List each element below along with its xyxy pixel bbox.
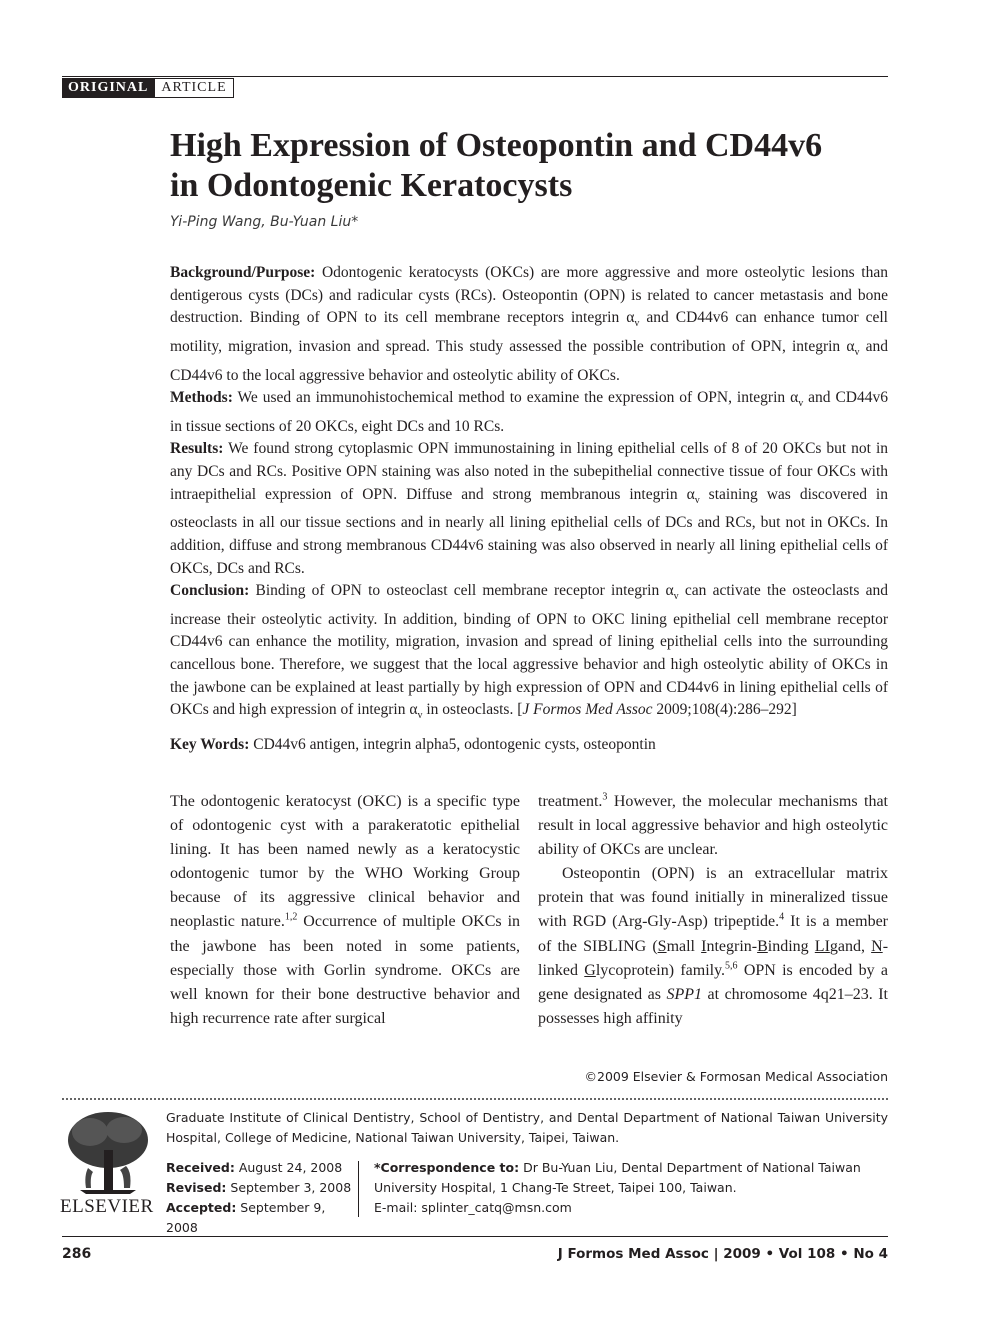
background-label: Background/Purpose: <box>170 264 316 281</box>
article-dates <box>166 1158 352 1238</box>
body-column-left <box>170 790 520 1031</box>
citation-details: 2009;108(4):286–292] <box>652 701 797 719</box>
abstract-methods: Methods: We used an immunohistochemical method to examine the expression of OPN, integrin $\alpha_v$ and CD44v6 in tissue sections of 20 OKCs, eight DCs and 10 RCs. <box>170 389 888 435</box>
article-type-tag <box>62 78 234 98</box>
keywords-label: Key Words: <box>170 736 250 753</box>
ref-citation[interactable]: 1,2 <box>284 912 298 924</box>
alpha-v: $\alpha_v$ <box>626 309 640 330</box>
methods-label: Methods: <box>170 389 233 407</box>
journal-info: J Formos Med Assoc | 2009 • Vol 108 • No 4 <box>557 1246 888 1262</box>
correspondence <box>374 1158 888 1218</box>
tag-article: ARTICLE <box>154 78 233 98</box>
authors: Yi-Ping Wang, Bu-Yuan Liu* <box>170 214 359 230</box>
article-title <box>170 126 890 206</box>
abstract-conclusion: Conclusion: Binding of OPN to osteoclast cell membrane receptor integrin $\alpha_v$ can activate the osteoclasts and increase their osteolytic activity. In addition, binding of OPN to OKC lining epithelial cell membrane receptor CD44v6 can enhance the motility, migration, invasion and spread of lining epithelial cells into the surrounding cancellous bone. Therefore, we suggest that the local aggressive behavior and high osteolytic ability of OKCs in the jawbone can be explained at least partially by high expression of OPN and CD44v6 in lining epithelial cells of OKCs and high expression of integrin $\alpha_v$ in osteoclasts. [J Formos Med Assoc 2009;108(4):286–292] <box>170 582 888 722</box>
received-date: Received: August 24, 2008 <box>166 1160 343 1175</box>
alpha-v: $\alpha_v$ <box>409 701 423 722</box>
keywords <box>170 734 888 756</box>
alpha-v: $\alpha_v$ <box>686 485 700 506</box>
copyright: ©2009 Elsevier & Formosan Medical Association <box>584 1069 888 1084</box>
conclusion-label: Conclusion: <box>170 582 250 600</box>
abstract <box>170 262 888 728</box>
publisher-name: ELSEVIER <box>60 1196 154 1217</box>
body-column-right <box>538 790 888 1031</box>
revised-date: Revised: September 3, 2008 <box>166 1180 352 1195</box>
title-line-1: High Expression of Osteopontin and CD44v6 <box>170 127 823 164</box>
title-line-2: in Odontogenic Keratocysts <box>170 167 573 204</box>
page-number: 286 <box>62 1246 92 1262</box>
affiliation: Graduate Institute of Clinical Dentistry, School of Dentistry, and Dental Department of National Taiwan University Hospital, College of Medicine, National Taiwan University, Taipei, Taiwan. <box>166 1110 888 1145</box>
gene-name: SPP1 <box>666 985 703 1003</box>
citation-journal: J Formos Med Assoc <box>522 701 653 719</box>
ref-citation[interactable]: 3 <box>602 791 608 803</box>
results-label: Results: <box>170 440 224 458</box>
opn-paragraph: Osteopontin (OPN) is an extracellular matrix protein that was found initially in mineralized tissue with RGD (Arg-Gly-Asp) tripeptide.$^4$ It is a member of the SIBLING (Small Integrin-Binding LIgand, N-linked Glycoprotein) family.$^{5,6}$ OPN is encoded by a gene designated as SPP1 at chromosome 4q21–23. It possesses high affinity <box>538 865 889 1027</box>
alpha-v: $\alpha_v$ <box>665 582 679 603</box>
header-rule <box>62 76 888 77</box>
paragraph-continued: treatment.$^3$ However, the molecular mechanisms that result in local aggressive behavior and high osteolytic ability of OKCs are unclear. <box>538 791 888 859</box>
correspondence-label: *Correspondence to: <box>374 1160 520 1175</box>
tag-original: ORIGINAL <box>62 78 154 98</box>
abstract-background: Background/Purpose: Odontogenic keratocysts (OKCs) are more aggressive and more osteolytic lesions than dentigerous cysts (DCs) and radicular cysts (RCs). Osteopontin (OPN) is related to cancer metastasis and bone destruction. Binding of OPN to its cell membrane receptors integrin $\alpha_v$ and CD44v6 can enhance tumor cell motility, migration, invasion and spread. This study assessed the possible contribution of OPN, integrin $\alpha_v$ and CD44v6 to the local aggressive behavior and osteolytic ability of OKCs. <box>170 264 888 384</box>
vertical-separator <box>358 1161 359 1217</box>
email-link[interactable]: E-mail: splinter_catq@msn.com <box>374 1200 572 1215</box>
keywords-text: CD44v6 antigen, integrin alpha5, odontogenic cysts, osteopontin <box>249 736 656 753</box>
alpha-v: $\alpha_v$ <box>846 337 860 358</box>
abstract-results: Results: We found strong cytoplasmic OPN immunostaining in lining epithelial cells of 8 of 20 OKCs but not in any DCs and RCs. Positive OPN staining was also noted in the subepithelial connective tissue of four OKCs with intraepithelial expression of OPN. Diffuse and strong membranous integrin $\alpha_v$ staining was discovered in osteoclasts in all our tissue sections and in nearly all lining epithelial cells of DCs and RCs, but not in OKCs. In addition, diffuse and strong membranous CD44v6 staining was also observed in nearly all lining epithelial cells of OKCs, DCs and RCs. <box>170 440 888 577</box>
ref-citation[interactable]: 4 <box>779 912 785 924</box>
dotted-divider <box>62 1098 888 1100</box>
accepted-date: Accepted: September 9, 2008 <box>166 1200 326 1235</box>
correspondence-text: Dr Bu-Yuan Liu, Dental Department of National Taiwan University Hospital, 1 Chang-Te Street, Taipei 100, Taiwan. <box>374 1160 861 1195</box>
ref-citation[interactable]: 5,6 <box>725 960 738 972</box>
intro-paragraph: The odontogenic keratocyst (OKC) is a specific type of odontogenic cyst with a parakeratotic epithelial lining. It has been named newly as a keratocystic odontogenic tumor by the WHO Working Group because of its aggressive clinical behavior and neoplastic nature.$^{1,2}$ Occurrence of multiple OKCs in the jawbone has been noted in some patients, especially those with Gorlin syndrome. OKCs are well known for their bone destructive behavior and high recurrence rate after surgical <box>170 793 521 1027</box>
footer-rule <box>62 1236 888 1237</box>
alpha-v: $\alpha_v$ <box>790 389 804 410</box>
